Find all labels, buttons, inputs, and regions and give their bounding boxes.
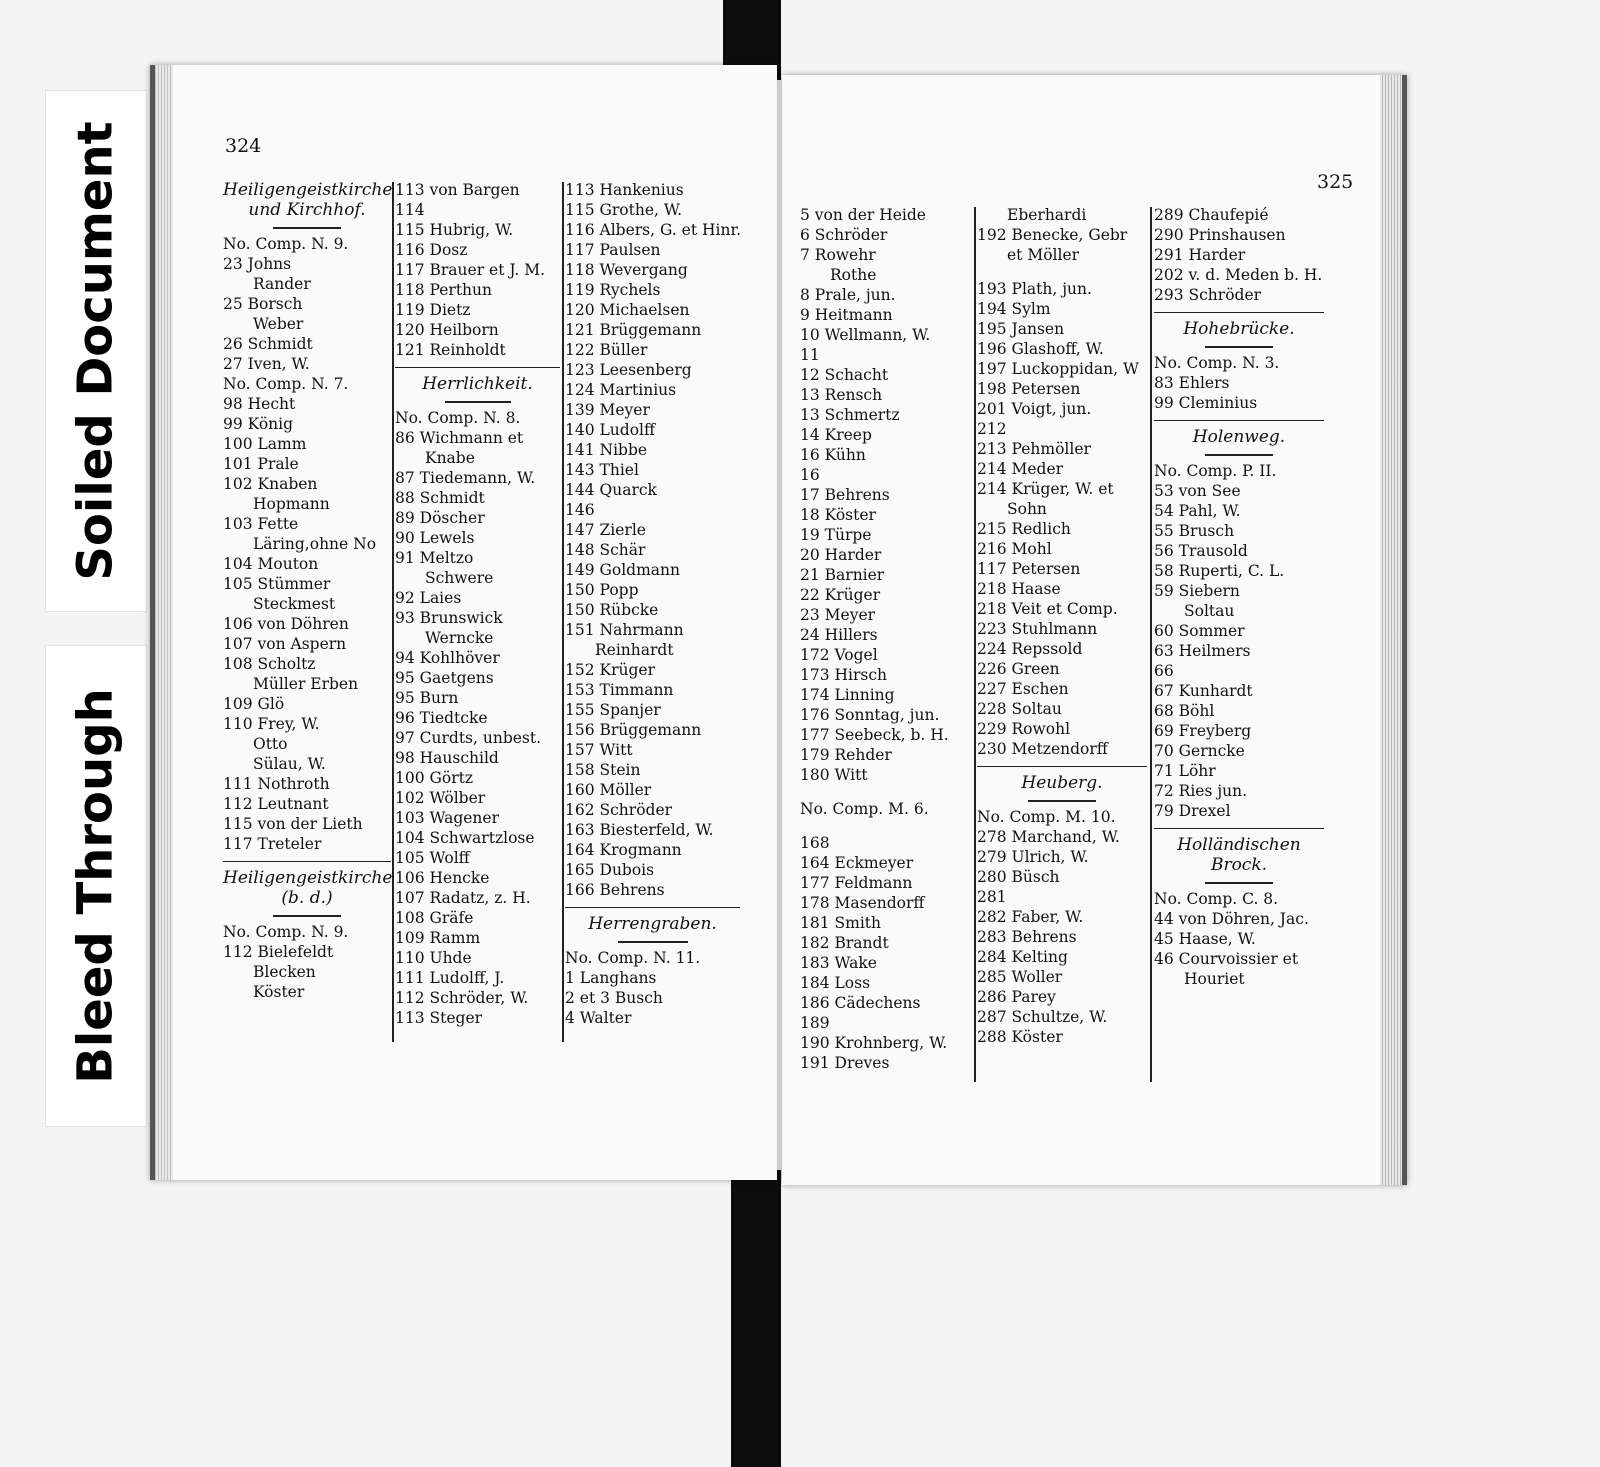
- left-column-2: [395, 180, 560, 1028]
- entry-line: 87 Tiedemann, W.: [395, 469, 536, 487]
- entry-line: 230 Metzendorff: [977, 740, 1108, 758]
- divider: [1154, 821, 1324, 835]
- entry-line: 18 Köster: [800, 506, 876, 524]
- entry-line: 58 Ruperti, C. L.: [1154, 562, 1285, 580]
- entry-line: 63 Heilmers: [1154, 642, 1251, 660]
- section-heading: Holländischen: [1177, 835, 1301, 855]
- entry-line: 98 Hauschild: [395, 749, 499, 767]
- entry-line: 218 Veit et Comp.: [977, 600, 1118, 618]
- entry-line: 193 Plath, jun.: [977, 280, 1092, 298]
- entry-line: 153 Timmann: [565, 681, 674, 699]
- entry-line: 17 Behrens: [800, 486, 890, 504]
- left-page: [150, 65, 777, 1180]
- entry-line: 166 Behrens: [565, 881, 665, 899]
- entry-line: 287 Schultze, W.: [977, 1008, 1108, 1026]
- divider: [1154, 447, 1324, 461]
- divider: [1154, 413, 1324, 427]
- entry-line: Houriet: [1184, 970, 1245, 988]
- entry-line: Rander: [253, 275, 311, 293]
- entry-line: 95 Burn: [395, 689, 459, 707]
- entry-line: 216 Mohl: [977, 540, 1052, 558]
- entry-line: Schwere: [425, 569, 494, 587]
- entry-line: 214 Krüger, W. et: [977, 480, 1114, 498]
- entry-line: 60 Sommer: [1154, 622, 1245, 640]
- entry-line: 123 Leesenberg: [565, 361, 692, 379]
- entry-line: 14 Kreep: [800, 426, 872, 444]
- entry-line: 111 Ludolff, J.: [395, 969, 505, 987]
- entry-line: 103 Fette: [223, 515, 299, 533]
- entry-line: 284 Kelting: [977, 948, 1068, 966]
- entry-line: 54 Pahl, W.: [1154, 502, 1241, 520]
- entry-line: 107 von Aspern: [223, 635, 347, 653]
- divider: [1154, 339, 1324, 353]
- divider: [1154, 875, 1324, 889]
- entry-line: 174 Linning: [800, 686, 895, 704]
- right-column-2: [977, 205, 1147, 1047]
- section-heading: Hohebrücke.: [1183, 319, 1295, 339]
- entry-line: 158 Stein: [565, 761, 641, 779]
- entry-line: 59 Siebern: [1154, 582, 1240, 600]
- entry-line: 110 Frey, W.: [223, 715, 320, 733]
- entry-line: 93 Brunswick: [395, 609, 503, 627]
- entry-line: Rothe: [830, 266, 877, 284]
- entry-line: 177 Feldmann: [800, 874, 913, 892]
- entry-line: 140 Ludolff: [565, 421, 656, 439]
- entry-line: 100 Görtz: [395, 769, 474, 787]
- entry-line: 143 Thiel: [565, 461, 639, 479]
- entry-line: 197 Luckoppidan, W: [977, 360, 1139, 378]
- entry-line: Blecken: [253, 963, 316, 981]
- entry-line: 107 Radatz, z. H.: [395, 889, 531, 907]
- divider: [1154, 305, 1324, 319]
- entry-line: 190 Krohnberg, W.: [800, 1034, 948, 1052]
- bleed-through-text: Bleed Through: [68, 688, 125, 1084]
- entry-line: 155 Spanjer: [565, 701, 661, 719]
- entry-line: 286 Parey: [977, 988, 1056, 1006]
- entry-line: 160 Möller: [565, 781, 652, 799]
- entry-line: Hopmann: [253, 495, 330, 513]
- column-divider: [974, 207, 976, 1082]
- entry-line: 19 Türpe: [800, 526, 872, 544]
- entry-line: Eberhardi: [1007, 206, 1087, 224]
- spacer: [800, 819, 970, 833]
- entry-line: 293 Schröder: [1154, 286, 1262, 304]
- entry-line: 291 Harder: [1154, 246, 1246, 264]
- entry-line: 66: [1154, 662, 1174, 680]
- entry-line: 69 Freyberg: [1154, 722, 1252, 740]
- entry-line: No. Comp. M. 6.: [800, 800, 929, 818]
- entry-line: 67 Kunhardt: [1154, 682, 1253, 700]
- entry-line: 164 Eckmeyer: [800, 854, 914, 872]
- entry-line: 181 Smith: [800, 914, 881, 932]
- entry-line: 184 Loss: [800, 974, 871, 992]
- entry-line: 178 Masendorff: [800, 894, 925, 912]
- entry-line: 94 Kohlhöver: [395, 649, 500, 667]
- entry-line: 118 Perthun: [395, 281, 493, 299]
- entry-line: 177 Seebeck, b. H.: [800, 726, 949, 744]
- entry-line: 194 Sylm: [977, 300, 1051, 318]
- entry-line: 290 Prinshausen: [1154, 226, 1286, 244]
- column-divider: [392, 182, 394, 1042]
- entry-line: 229 Rowohl: [977, 720, 1071, 738]
- bleed-through-label: [45, 645, 147, 1127]
- entry-line: Steckmest: [253, 595, 336, 613]
- entry-line: 45 Haase, W.: [1154, 930, 1256, 948]
- entry-line: Sülau, W.: [253, 755, 326, 773]
- entry-line: 88 Schmidt: [395, 489, 485, 507]
- entry-line: 100 Lamm: [223, 435, 307, 453]
- section-heading: Brock.: [1210, 855, 1268, 875]
- entry-line: No. Comp. N. 9.: [223, 923, 349, 941]
- entry-line: No. Comp. N. 3.: [1154, 354, 1280, 372]
- entry-line: 27 Iven, W.: [223, 355, 310, 373]
- entry-line: 186 Cädechens: [800, 994, 921, 1012]
- divider: [395, 394, 560, 408]
- entry-line: 16: [800, 466, 820, 484]
- section-heading: Heuberg.: [1021, 773, 1103, 793]
- entry-line: 168: [800, 834, 830, 852]
- entry-line: 68 Böhl: [1154, 702, 1215, 720]
- entry-line: et Möller: [1007, 246, 1080, 264]
- entry-line: Köster: [253, 983, 305, 1001]
- entry-line: 124 Martinius: [565, 381, 677, 399]
- entry-line: 218 Haase: [977, 580, 1061, 598]
- entry-line: 150 Popp: [565, 581, 639, 599]
- entry-line: 117 Petersen: [977, 560, 1081, 578]
- entry-line: 56 Trausold: [1154, 542, 1248, 560]
- divider: [223, 854, 391, 868]
- entry-line: 112 Leutnant: [223, 795, 329, 813]
- entry-line: 113 Steger: [395, 1009, 483, 1027]
- divider: [223, 220, 391, 234]
- divider: [977, 793, 1147, 807]
- entry-line: 95 Gaetgens: [395, 669, 494, 687]
- entry-line: 1 Langhans: [565, 969, 657, 987]
- entry-line: 191 Dreves: [800, 1054, 890, 1072]
- section-heading: Holenweg.: [1192, 427, 1286, 447]
- entry-line: 89 Döscher: [395, 509, 485, 527]
- entry-line: 24 Hillers: [800, 626, 878, 644]
- entry-line: 23 Meyer: [800, 606, 876, 624]
- entry-line: 173 Hirsch: [800, 666, 888, 684]
- entry-line: 172 Vogel: [800, 646, 878, 664]
- entry-line: 144 Quarck: [565, 481, 657, 499]
- entry-line: 122 Büller: [565, 341, 648, 359]
- entry-line: 198 Petersen: [977, 380, 1081, 398]
- entry-line: 110 Uhde: [395, 949, 472, 967]
- entry-line: 115 Hubrig, W.: [395, 221, 514, 239]
- entry-line: 91 Meltzo: [395, 549, 474, 567]
- entry-line: 10 Wellmann, W.: [800, 326, 931, 344]
- entry-line: Sohn: [1007, 500, 1047, 518]
- entry-line: 120 Heilborn: [395, 321, 499, 339]
- soiled-document-label: [45, 90, 147, 612]
- right-column-3: [1154, 205, 1324, 989]
- entry-line: 279 Ulrich, W.: [977, 848, 1089, 866]
- entry-line: 102 Knaben: [223, 475, 318, 493]
- entry-line: 141 Nibbe: [565, 441, 648, 459]
- entry-line: 223 Stuhlmann: [977, 620, 1098, 638]
- entry-line: 176 Sonntag, jun.: [800, 706, 940, 724]
- entry-line: 46 Courvoissier et: [1154, 950, 1299, 968]
- divider: [395, 360, 560, 374]
- spine-shadow-bottom: [731, 1170, 781, 1467]
- entry-line: 108 Gräfe: [395, 909, 474, 927]
- entry-line: 117 Treteler: [223, 835, 322, 853]
- entry-line: 201 Voigt, jun.: [977, 400, 1092, 418]
- entry-line: 111 Nothroth: [223, 775, 330, 793]
- entry-line: 53 von See: [1154, 482, 1241, 500]
- entry-line: 5 von der Heide: [800, 206, 926, 224]
- entry-line: 195 Jansen: [977, 320, 1065, 338]
- entry-line: 112 Schröder, W.: [395, 989, 529, 1007]
- entry-line: 44 von Döhren, Jac.: [1154, 910, 1309, 928]
- entry-line: 156 Brüggemann: [565, 721, 702, 739]
- entry-line: 9 Heitmann: [800, 306, 893, 324]
- entry-line: 99 König: [223, 415, 294, 433]
- entry-line: Weber: [253, 315, 304, 333]
- entry-line: 23 Johns: [223, 255, 292, 273]
- entry-line: 182 Brandt: [800, 934, 889, 952]
- page-number-right: 325: [1317, 171, 1354, 193]
- entry-line: 104 Schwartzlose: [395, 829, 535, 847]
- entry-line: 25 Borsch: [223, 295, 303, 313]
- entry-line: 99 Cleminius: [1154, 394, 1258, 412]
- entry-line: 280 Büsch: [977, 868, 1060, 886]
- section-heading: Herrengraben.: [588, 914, 717, 934]
- entry-line: 92 Laies: [395, 589, 462, 607]
- entry-line: 163 Biesterfeld, W.: [565, 821, 714, 839]
- entry-line: 148 Schär: [565, 541, 646, 559]
- section-heading: und Kirchhof.: [248, 200, 366, 220]
- section-heading: Heiligengeistkirche: [223, 180, 393, 200]
- entry-line: 115 von der Lieth: [223, 815, 363, 833]
- entry-line: 139 Meyer: [565, 401, 650, 419]
- entry-line: 117 Paulsen: [565, 241, 661, 259]
- entry-line: 281: [977, 888, 1007, 906]
- spacer: [800, 785, 970, 799]
- entry-line: 227 Eschen: [977, 680, 1069, 698]
- entry-line: No. Comp. N. 11.: [565, 949, 701, 967]
- entry-line: 106 von Döhren: [223, 615, 349, 633]
- column-divider: [1150, 207, 1152, 1082]
- entry-line: No. Comp. N. 8.: [395, 409, 521, 427]
- section-heading: Heiligengeistkirche: [223, 868, 393, 888]
- right-page: [782, 75, 1407, 1185]
- entry-line: 215 Redlich: [977, 520, 1071, 538]
- entry-line: No. Comp. M. 10.: [977, 808, 1116, 826]
- entry-line: 119 Rychels: [565, 281, 661, 299]
- entry-line: 116 Albers, G. et Hinr.: [565, 221, 742, 239]
- entry-line: Otto: [253, 735, 288, 753]
- entry-line: 101 Prale: [223, 455, 299, 473]
- entry-line: 157 Witt: [565, 741, 633, 759]
- entry-line: 165 Dubois: [565, 861, 655, 879]
- entry-line: 149 Goldmann: [565, 561, 681, 579]
- entry-line: 70 Gerncke: [1154, 742, 1245, 760]
- entry-line: 226 Green: [977, 660, 1060, 678]
- entry-line: 98 Hecht: [223, 395, 296, 413]
- entry-line: 113 von Bargen: [395, 181, 520, 199]
- entry-line: 288 Köster: [977, 1028, 1063, 1046]
- divider: [223, 908, 391, 922]
- entry-line: 6 Schröder: [800, 226, 888, 244]
- entry-line: Werncke: [425, 629, 494, 647]
- entry-line: 228 Soltau: [977, 700, 1062, 718]
- entry-line: 224 Repssold: [977, 640, 1083, 658]
- divider: [565, 900, 740, 914]
- entry-line: 196 Glashoff, W.: [977, 340, 1104, 358]
- entry-line: 83 Ehlers: [1154, 374, 1230, 392]
- entry-line: 121 Brüggemann: [565, 321, 702, 339]
- entry-line: 106 Hencke: [395, 869, 490, 887]
- entry-line: 283 Behrens: [977, 928, 1077, 946]
- entry-line: 20 Harder: [800, 546, 882, 564]
- entry-line: 16 Kühn: [800, 446, 866, 464]
- entry-line: 278 Marchand, W.: [977, 828, 1120, 846]
- entry-line: 13 Rensch: [800, 386, 883, 404]
- entry-line: 103 Wagener: [395, 809, 499, 827]
- entry-line: 147 Zierle: [565, 521, 646, 539]
- left-column-3: [565, 180, 740, 1028]
- entry-line: 152 Krüger: [565, 661, 655, 679]
- entry-line: 118 Wevergang: [565, 261, 688, 279]
- entry-line: No. Comp. P. II.: [1154, 462, 1277, 480]
- entry-line: 120 Michaelsen: [565, 301, 690, 319]
- entry-line: 72 Ries jun.: [1154, 782, 1248, 800]
- entry-line: 162 Schröder: [565, 801, 673, 819]
- entry-line: 90 Lewels: [395, 529, 475, 547]
- entry-line: No. Comp. C. 8.: [1154, 890, 1279, 908]
- entry-line: 212: [977, 420, 1007, 438]
- entry-line: 164 Krogmann: [565, 841, 682, 859]
- entry-line: 289 Chaufepié: [1154, 206, 1269, 224]
- column-divider: [562, 182, 564, 1042]
- entry-line: 180 Witt: [800, 766, 868, 784]
- entry-line: 202 v. d. Meden b. H.: [1154, 266, 1323, 284]
- entry-line: 213 Pehmöller: [977, 440, 1091, 458]
- entry-line: 151 Nahrmann: [565, 621, 684, 639]
- entry-line: No. Comp. N. 7.: [223, 375, 349, 393]
- entry-line: 108 Scholtz: [223, 655, 316, 673]
- entry-line: 285 Woller: [977, 968, 1063, 986]
- entry-line: Müller Erben: [253, 675, 359, 693]
- entry-line: 117 Brauer et J. M.: [395, 261, 546, 279]
- entry-line: 4 Walter: [565, 1009, 632, 1027]
- entry-line: 96 Tiedtcke: [395, 709, 488, 727]
- entry-line: 179 Rehder: [800, 746, 892, 764]
- soiled-document-text: Soiled Document: [68, 121, 124, 581]
- entry-line: 102 Wölber: [395, 789, 486, 807]
- entry-line: 192 Benecke, Gebr: [977, 226, 1128, 244]
- entry-line: 113 Hankenius: [565, 181, 684, 199]
- right-column-1: [800, 205, 970, 1073]
- entry-line: No. Comp. N. 9.: [223, 235, 349, 253]
- entry-line: 112 Bielefeldt: [223, 943, 334, 961]
- entry-line: 183 Wake: [800, 954, 877, 972]
- entry-line: Knabe: [425, 449, 475, 467]
- entry-line: 189: [800, 1014, 830, 1032]
- entry-line: 7 Rowehr: [800, 246, 876, 264]
- divider: [977, 759, 1147, 773]
- entry-line: Reinhardt: [595, 641, 674, 659]
- entry-line: 13 Schmertz: [800, 406, 900, 424]
- page-number-left: 324: [225, 135, 262, 157]
- entry-line: 119 Dietz: [395, 301, 471, 319]
- entry-line: 11: [800, 346, 820, 364]
- entry-line: 2 et 3 Busch: [565, 989, 663, 1007]
- section-heading: Herrlichkeit.: [422, 374, 533, 394]
- entry-line: 116 Dosz: [395, 241, 468, 259]
- entry-line: 22 Krüger: [800, 586, 881, 604]
- entry-line: 26 Schmidt: [223, 335, 313, 353]
- left-column-1: [223, 180, 391, 1002]
- spacer: [977, 265, 1147, 279]
- entry-line: 55 Brusch: [1154, 522, 1235, 540]
- entry-line: 71 Löhr: [1154, 762, 1216, 780]
- entry-line: 8 Prale, jun.: [800, 286, 896, 304]
- entry-line: 105 Stümmer: [223, 575, 331, 593]
- entry-line: 114: [395, 201, 425, 219]
- entry-line: 121 Reinholdt: [395, 341, 506, 359]
- entry-line: Soltau: [1184, 602, 1235, 620]
- divider: [565, 934, 740, 948]
- entry-line: 105 Wolff: [395, 849, 470, 867]
- entry-line: 282 Faber, W.: [977, 908, 1084, 926]
- entry-line: 109 Ramm: [395, 929, 481, 947]
- entry-line: 21 Barnier: [800, 566, 885, 584]
- entry-line: 150 Rübcke: [565, 601, 659, 619]
- entry-line: Läring,ohne No: [253, 535, 377, 553]
- entry-line: 104 Mouton: [223, 555, 319, 573]
- entry-line: 115 Grothe, W.: [565, 201, 683, 219]
- entry-line: 79 Drexel: [1154, 802, 1231, 820]
- entry-line: 12 Schacht: [800, 366, 889, 384]
- entry-line: 214 Meder: [977, 460, 1064, 478]
- entry-line: 146: [565, 501, 595, 519]
- entry-line: 97 Curdts, unbest.: [395, 729, 542, 747]
- entry-line: 86 Wichmann et: [395, 429, 524, 447]
- section-heading: (b. d.): [281, 888, 333, 908]
- entry-line: 109 Glö: [223, 695, 285, 713]
